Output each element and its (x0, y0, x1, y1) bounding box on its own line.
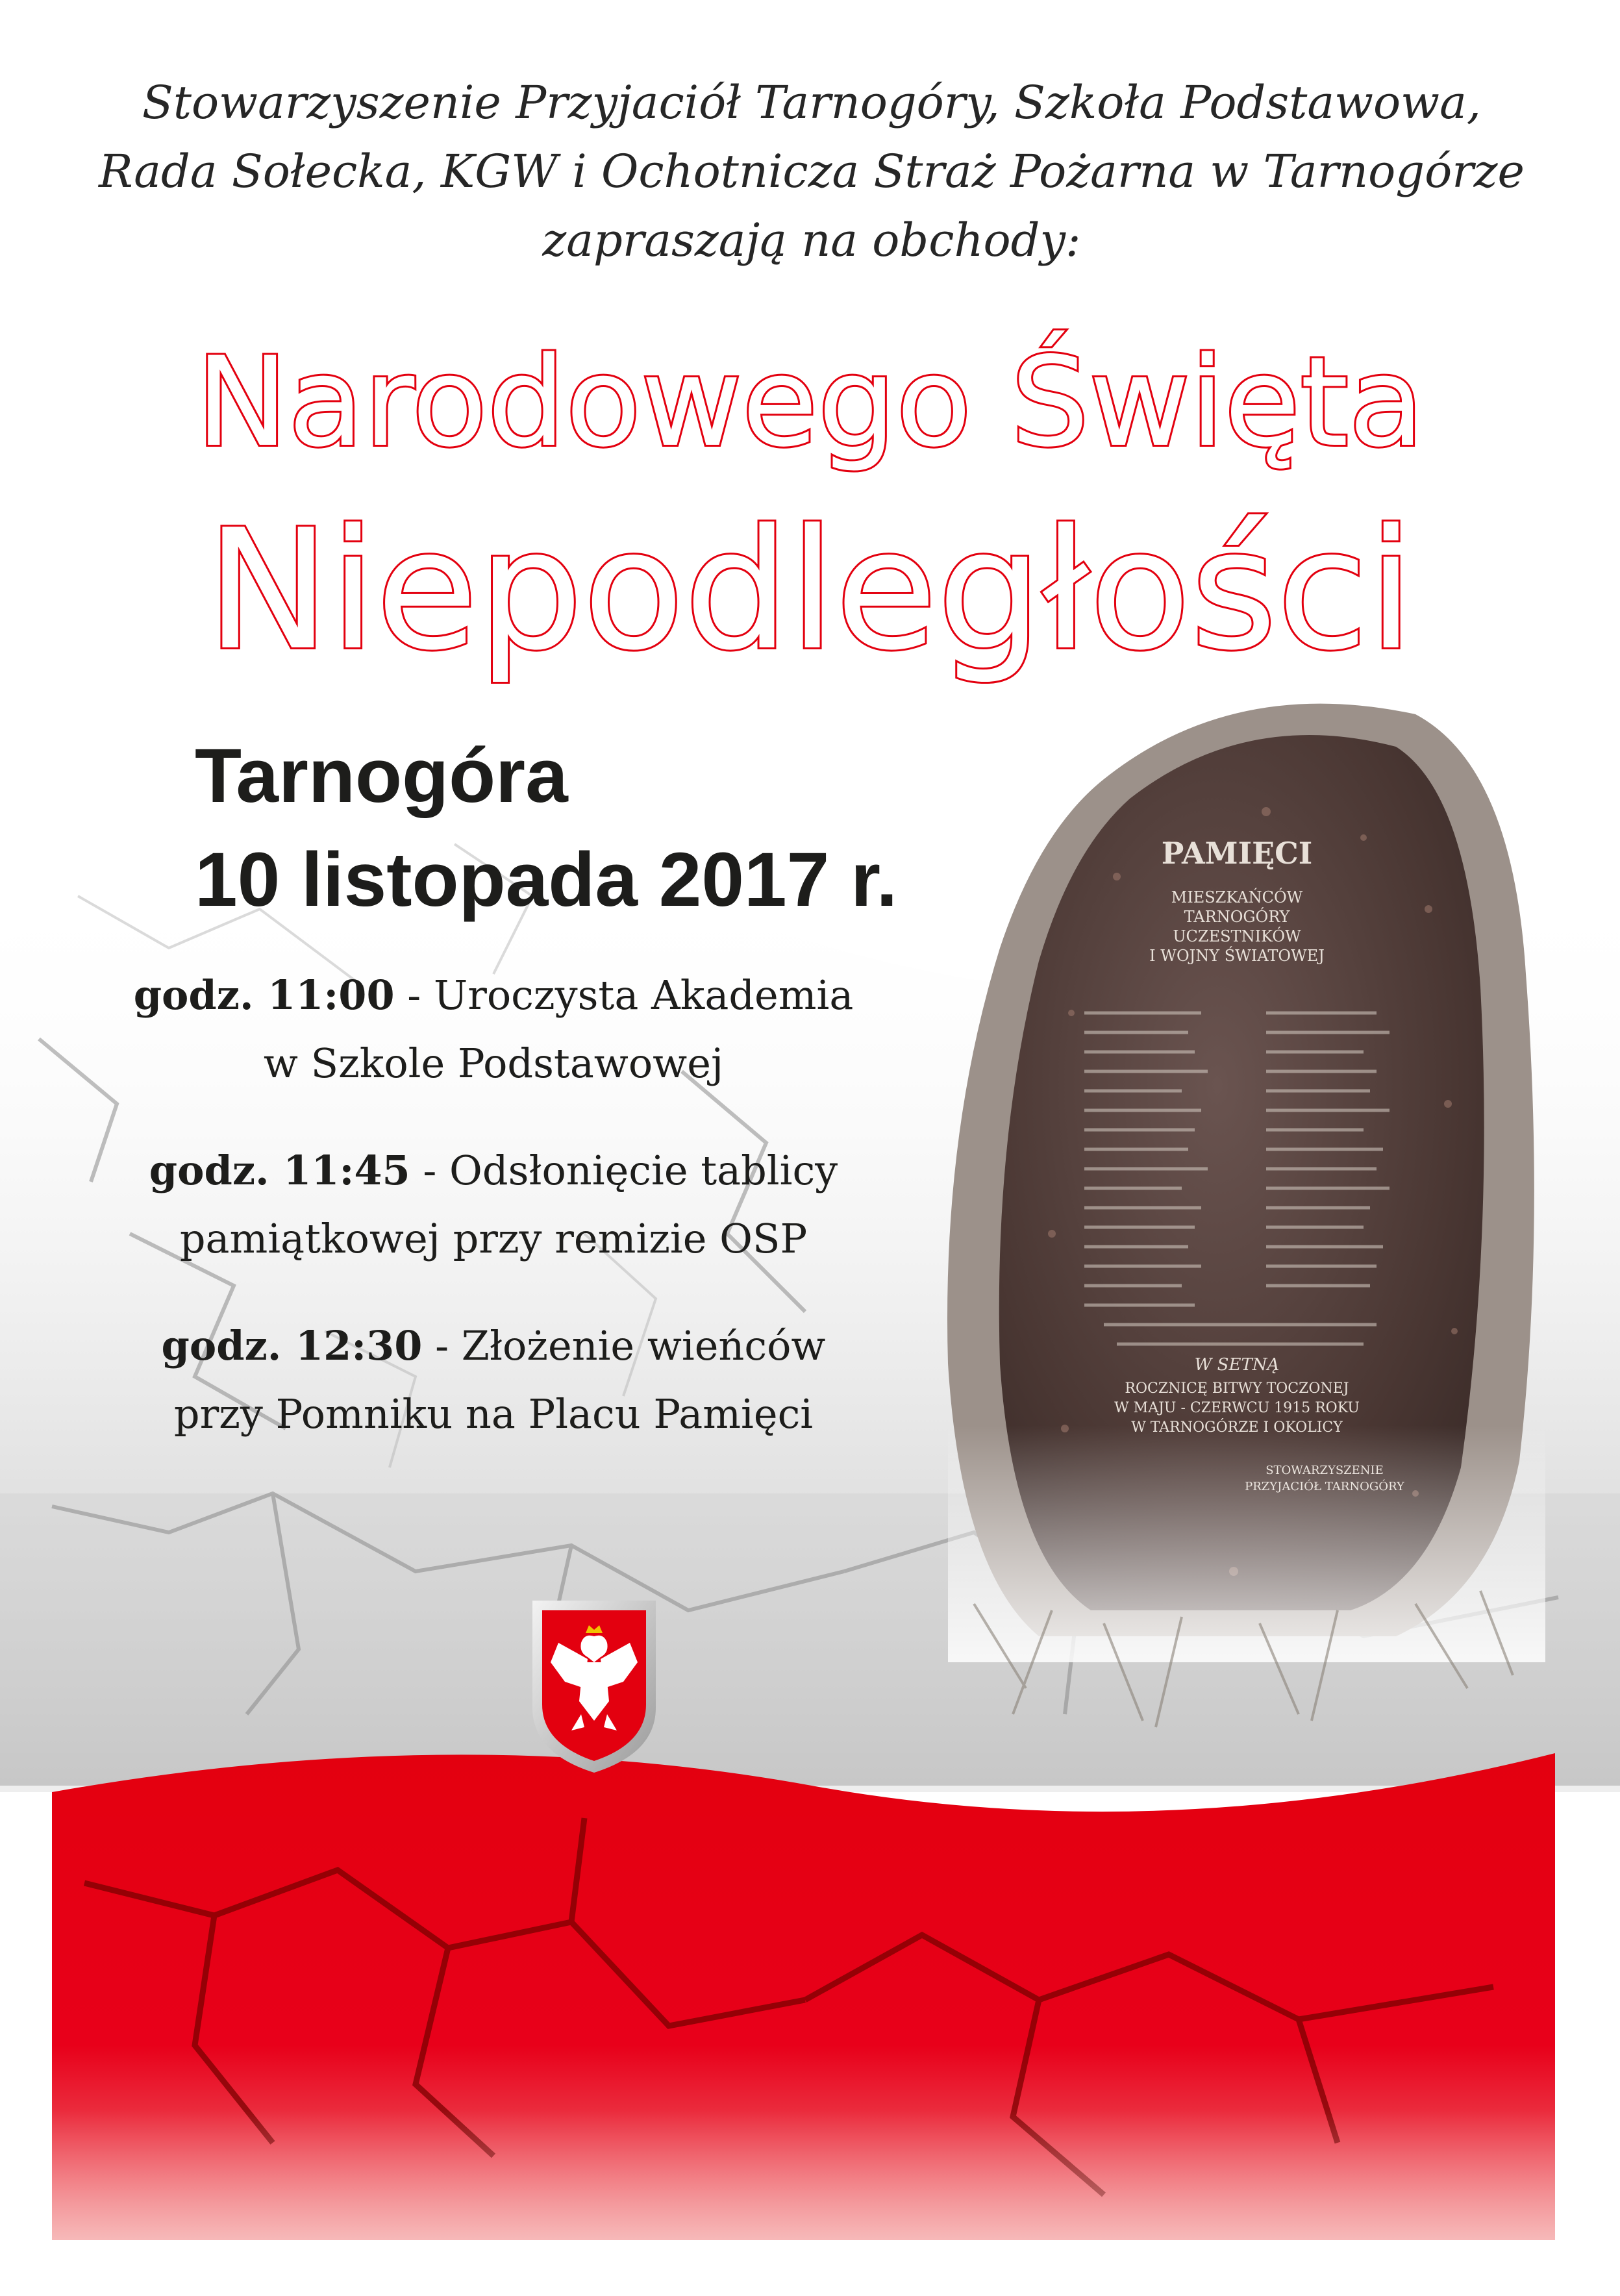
event-schedule (84, 961, 903, 1448)
schedule-description: Złożenie wieńców (461, 1322, 826, 1369)
schedule-time: godz. 11:45 (149, 1147, 410, 1194)
organizers-line: Stowarzyszenie Przyjaciół Tarnogóry, Szkoła Podstawowa, (142, 76, 1482, 129)
schedule-time: godz. 11:00 (133, 971, 395, 1019)
polish-coat-of-arms-emblem (532, 1601, 656, 1773)
event-title-line-2: Niepodległości (206, 494, 1414, 687)
event-place: Tarnogóra (195, 733, 568, 819)
event-location-date (195, 724, 897, 932)
schedule-separator: - (394, 971, 434, 1019)
schedule-description: w Szkole Podstawowej (263, 1040, 724, 1087)
event-date: 10 listopada 2017 r. (195, 837, 898, 923)
schedule-item (84, 1312, 903, 1448)
schedule-description: Odsłonięcie tablicy (449, 1147, 838, 1194)
schedule-description: pamiątkowej przy remizie OSP (179, 1215, 808, 1262)
schedule-separator: - (422, 1322, 462, 1369)
organizers-invitation (97, 68, 1526, 275)
schedule-item (84, 1136, 903, 1273)
schedule-separator: - (410, 1147, 450, 1194)
schedule-item (84, 961, 903, 1097)
schedule-description: Uroczysta Akademia (433, 971, 854, 1019)
schedule-description: przy Pomniku na Placu Pamięci (173, 1390, 814, 1438)
schedule-time: godz. 12:30 (161, 1322, 423, 1369)
invitation-line: zapraszają na obchody: (542, 214, 1081, 267)
event-title-line-1: Narodowego Święta (195, 331, 1425, 474)
organizers-line: Rada Sołecka, KGW i Ochotnicza Straż Pożarna w Tarnogórze (99, 145, 1525, 198)
memorial-stone (947, 704, 1545, 1727)
